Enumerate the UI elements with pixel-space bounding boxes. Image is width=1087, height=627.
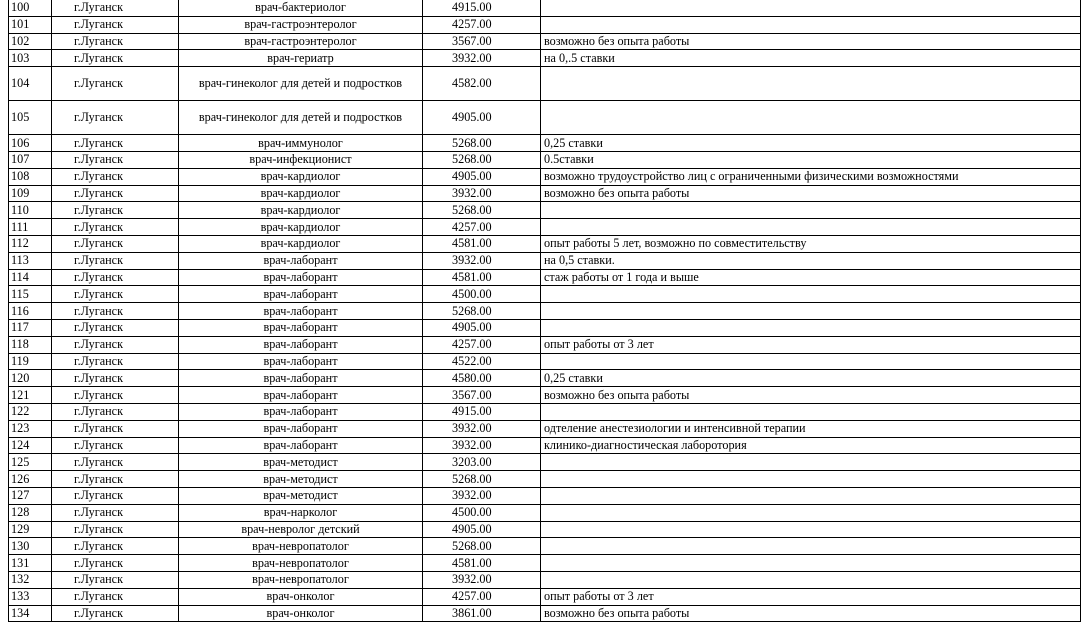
table-row	[9, 319, 1081, 336]
row-position: врач-кардиолог	[179, 202, 423, 219]
row-salary: 3203.00	[423, 454, 541, 471]
table-row	[9, 16, 1081, 33]
row-salary: 5268.00	[423, 471, 541, 488]
row-note: одтеление анестезиологии и интенсивной терапии	[541, 420, 1081, 437]
row-position: врач-гинеколог для детей и подростков	[179, 67, 423, 101]
row-number: 129	[9, 521, 52, 538]
row-note: 0.5ставки	[541, 151, 1081, 168]
row-salary: 4905.00	[423, 168, 541, 185]
row-city: г.Луганск	[52, 67, 179, 101]
row-salary: 3932.00	[423, 50, 541, 67]
row-salary: 4915.00	[423, 0, 541, 16]
row-salary: 4522.00	[423, 353, 541, 370]
row-note	[541, 0, 1081, 16]
row-city: г.Луганск	[52, 387, 179, 404]
row-number: 128	[9, 504, 52, 521]
row-number: 134	[9, 605, 52, 622]
row-note: опыт работы от 3 лет	[541, 336, 1081, 353]
row-number: 111	[9, 219, 52, 236]
row-city: г.Луганск	[52, 219, 179, 236]
row-number: 122	[9, 403, 52, 420]
row-number: 113	[9, 252, 52, 269]
row-city: г.Луганск	[52, 437, 179, 454]
row-position: врач-лаборант	[179, 403, 423, 420]
row-number: 132	[9, 571, 52, 588]
row-note	[541, 487, 1081, 504]
row-note	[541, 202, 1081, 219]
row-salary: 4905.00	[423, 521, 541, 538]
table-row	[9, 135, 1081, 152]
row-note	[541, 101, 1081, 135]
table-row	[9, 571, 1081, 588]
row-salary: 4257.00	[423, 588, 541, 605]
row-number: 117	[9, 319, 52, 336]
row-note: возможно без опыта работы	[541, 33, 1081, 50]
row-number: 106	[9, 135, 52, 152]
row-position: врач-онколог	[179, 605, 423, 622]
row-position: врач-лаборант	[179, 319, 423, 336]
row-city: г.Луганск	[52, 252, 179, 269]
row-position: врач-лаборант	[179, 353, 423, 370]
row-number: 125	[9, 454, 52, 471]
row-note	[541, 286, 1081, 303]
row-city: г.Луганск	[52, 403, 179, 420]
row-position: врач-лаборант	[179, 252, 423, 269]
row-number: 130	[9, 538, 52, 555]
vacancies-table-body	[9, 0, 1081, 622]
table-row	[9, 588, 1081, 605]
row-note: опыт работы от 3 лет	[541, 588, 1081, 605]
row-number: 121	[9, 387, 52, 404]
table-row	[9, 151, 1081, 168]
row-note	[541, 353, 1081, 370]
row-salary: 5268.00	[423, 202, 541, 219]
table-row	[9, 370, 1081, 387]
row-note	[541, 16, 1081, 33]
row-note: стаж работы от 1 года и выше	[541, 269, 1081, 286]
row-salary: 5268.00	[423, 135, 541, 152]
row-salary: 4905.00	[423, 101, 541, 135]
table-row	[9, 202, 1081, 219]
row-note: на 0,5 ставки.	[541, 252, 1081, 269]
row-salary: 4582.00	[423, 67, 541, 101]
row-number: 102	[9, 33, 52, 50]
table-row	[9, 269, 1081, 286]
row-salary: 4257.00	[423, 16, 541, 33]
table-row	[9, 219, 1081, 236]
row-position: врач-бактериолог	[179, 0, 423, 16]
row-city: г.Луганск	[52, 50, 179, 67]
row-number: 114	[9, 269, 52, 286]
row-city: г.Луганск	[52, 571, 179, 588]
row-position: врач-невропатолог	[179, 571, 423, 588]
row-city: г.Луганск	[52, 336, 179, 353]
table-row	[9, 437, 1081, 454]
row-city: г.Луганск	[52, 235, 179, 252]
document-page	[8, 0, 1080, 622]
row-position: врач-лаборант	[179, 420, 423, 437]
row-salary: 3932.00	[423, 420, 541, 437]
row-salary: 3932.00	[423, 487, 541, 504]
row-city: г.Луганск	[52, 538, 179, 555]
row-number: 120	[9, 370, 52, 387]
vacancies-table	[8, 0, 1081, 622]
row-city: г.Луганск	[52, 303, 179, 320]
row-note	[541, 454, 1081, 471]
row-position: врач-иммунолог	[179, 135, 423, 152]
row-city: г.Луганск	[52, 487, 179, 504]
row-position: врач-кардиолог	[179, 235, 423, 252]
row-position: врач-гастроэнтеролог	[179, 33, 423, 50]
row-position: врач-лаборант	[179, 387, 423, 404]
row-note	[541, 303, 1081, 320]
row-city: г.Луганск	[52, 555, 179, 572]
row-number: 104	[9, 67, 52, 101]
row-position: врач-методист	[179, 487, 423, 504]
row-city: г.Луганск	[52, 135, 179, 152]
table-row	[9, 67, 1081, 101]
table-row	[9, 252, 1081, 269]
row-note: возможно трудоустройство лиц с ограниченными физическими возможностями	[541, 168, 1081, 185]
row-position: врач-лаборант	[179, 303, 423, 320]
row-number: 110	[9, 202, 52, 219]
row-position: врач-невропатолог	[179, 555, 423, 572]
table-row	[9, 168, 1081, 185]
table-row	[9, 185, 1081, 202]
row-note	[541, 219, 1081, 236]
row-number: 101	[9, 16, 52, 33]
table-row	[9, 387, 1081, 404]
row-salary: 4257.00	[423, 219, 541, 236]
row-salary: 4581.00	[423, 555, 541, 572]
row-position: врач-гериатр	[179, 50, 423, 67]
row-salary: 3567.00	[423, 33, 541, 50]
row-city: г.Луганск	[52, 168, 179, 185]
row-number: 123	[9, 420, 52, 437]
table-row	[9, 0, 1081, 16]
row-salary: 4581.00	[423, 235, 541, 252]
row-position: врач-лаборант	[179, 336, 423, 353]
row-city: г.Луганск	[52, 454, 179, 471]
table-row	[9, 471, 1081, 488]
table-row	[9, 286, 1081, 303]
row-city: г.Луганск	[52, 286, 179, 303]
row-city: г.Луганск	[52, 185, 179, 202]
row-city: г.Луганск	[52, 16, 179, 33]
row-city: г.Луганск	[52, 319, 179, 336]
row-note: возможно без опыта работы	[541, 387, 1081, 404]
row-number: 108	[9, 168, 52, 185]
table-row	[9, 420, 1081, 437]
row-note	[541, 471, 1081, 488]
row-note	[541, 521, 1081, 538]
row-number: 105	[9, 101, 52, 135]
row-number: 124	[9, 437, 52, 454]
row-city: г.Луганск	[52, 605, 179, 622]
table-row	[9, 235, 1081, 252]
table-row	[9, 487, 1081, 504]
row-note	[541, 538, 1081, 555]
row-salary: 3932.00	[423, 252, 541, 269]
row-position: врач-гастроэнтеролог	[179, 16, 423, 33]
row-note: 0,25 ставки	[541, 370, 1081, 387]
row-number: 100	[9, 0, 52, 16]
row-salary: 3567.00	[423, 387, 541, 404]
row-note	[541, 319, 1081, 336]
row-salary: 3932.00	[423, 571, 541, 588]
row-note: возможно без опыта работы	[541, 185, 1081, 202]
row-salary: 4905.00	[423, 319, 541, 336]
table-row	[9, 33, 1081, 50]
table-row	[9, 605, 1081, 622]
row-salary: 4500.00	[423, 286, 541, 303]
row-note	[541, 555, 1081, 572]
row-position: врач-лаборант	[179, 370, 423, 387]
table-row	[9, 454, 1081, 471]
row-position: врач-лаборант	[179, 437, 423, 454]
row-salary: 4500.00	[423, 504, 541, 521]
row-note	[541, 504, 1081, 521]
table-row	[9, 403, 1081, 420]
row-city: г.Луганск	[52, 202, 179, 219]
table-row	[9, 521, 1081, 538]
table-row	[9, 504, 1081, 521]
row-number: 133	[9, 588, 52, 605]
row-city: г.Луганск	[52, 101, 179, 135]
row-city: г.Луганск	[52, 420, 179, 437]
row-salary: 5268.00	[423, 151, 541, 168]
row-note: на 0,.5 ставки	[541, 50, 1081, 67]
row-note	[541, 67, 1081, 101]
row-number: 103	[9, 50, 52, 67]
row-city: г.Луганск	[52, 0, 179, 16]
row-position: врач-методист	[179, 454, 423, 471]
row-city: г.Луганск	[52, 521, 179, 538]
row-position: врач-невропатолог	[179, 538, 423, 555]
row-note: 0,25 ставки	[541, 135, 1081, 152]
row-number: 115	[9, 286, 52, 303]
table-row	[9, 303, 1081, 320]
row-city: г.Луганск	[52, 471, 179, 488]
row-city: г.Луганск	[52, 370, 179, 387]
table-row	[9, 101, 1081, 135]
row-position: врач-онколог	[179, 588, 423, 605]
row-position: врач-кардиолог	[179, 185, 423, 202]
row-position: врач-кардиолог	[179, 219, 423, 236]
row-salary: 4257.00	[423, 336, 541, 353]
table-row	[9, 50, 1081, 67]
table-row	[9, 538, 1081, 555]
table-row	[9, 555, 1081, 572]
row-note	[541, 403, 1081, 420]
row-position: врач-невролог детский	[179, 521, 423, 538]
row-salary: 3861.00	[423, 605, 541, 622]
table-row	[9, 353, 1081, 370]
row-position: врач-гинеколог для детей и подростков	[179, 101, 423, 135]
row-number: 127	[9, 487, 52, 504]
row-note: возможно без опыта работы	[541, 605, 1081, 622]
row-note: опыт работы 5 лет, возможно по совместительству	[541, 235, 1081, 252]
row-city: г.Луганск	[52, 504, 179, 521]
row-salary: 4915.00	[423, 403, 541, 420]
row-number: 112	[9, 235, 52, 252]
row-position: врач-лаборант	[179, 269, 423, 286]
row-salary: 4581.00	[423, 269, 541, 286]
row-note: клинико-диагностическая лаборотория	[541, 437, 1081, 454]
row-salary: 4580.00	[423, 370, 541, 387]
row-position: врач-кардиолог	[179, 168, 423, 185]
row-city: г.Луганск	[52, 588, 179, 605]
row-position: врач-лаборант	[179, 286, 423, 303]
row-position: врач-инфекционист	[179, 151, 423, 168]
row-position: врач-методист	[179, 471, 423, 488]
row-salary: 5268.00	[423, 303, 541, 320]
row-salary: 3932.00	[423, 437, 541, 454]
row-city: г.Луганск	[52, 151, 179, 168]
row-salary: 5268.00	[423, 538, 541, 555]
row-number: 109	[9, 185, 52, 202]
row-salary: 3932.00	[423, 185, 541, 202]
row-number: 131	[9, 555, 52, 572]
row-position: врач-нарколог	[179, 504, 423, 521]
row-number: 126	[9, 471, 52, 488]
row-city: г.Луганск	[52, 353, 179, 370]
row-number: 116	[9, 303, 52, 320]
row-city: г.Луганск	[52, 269, 179, 286]
row-number: 118	[9, 336, 52, 353]
table-row	[9, 336, 1081, 353]
row-city: г.Луганск	[52, 33, 179, 50]
row-note	[541, 571, 1081, 588]
row-number: 107	[9, 151, 52, 168]
row-number: 119	[9, 353, 52, 370]
